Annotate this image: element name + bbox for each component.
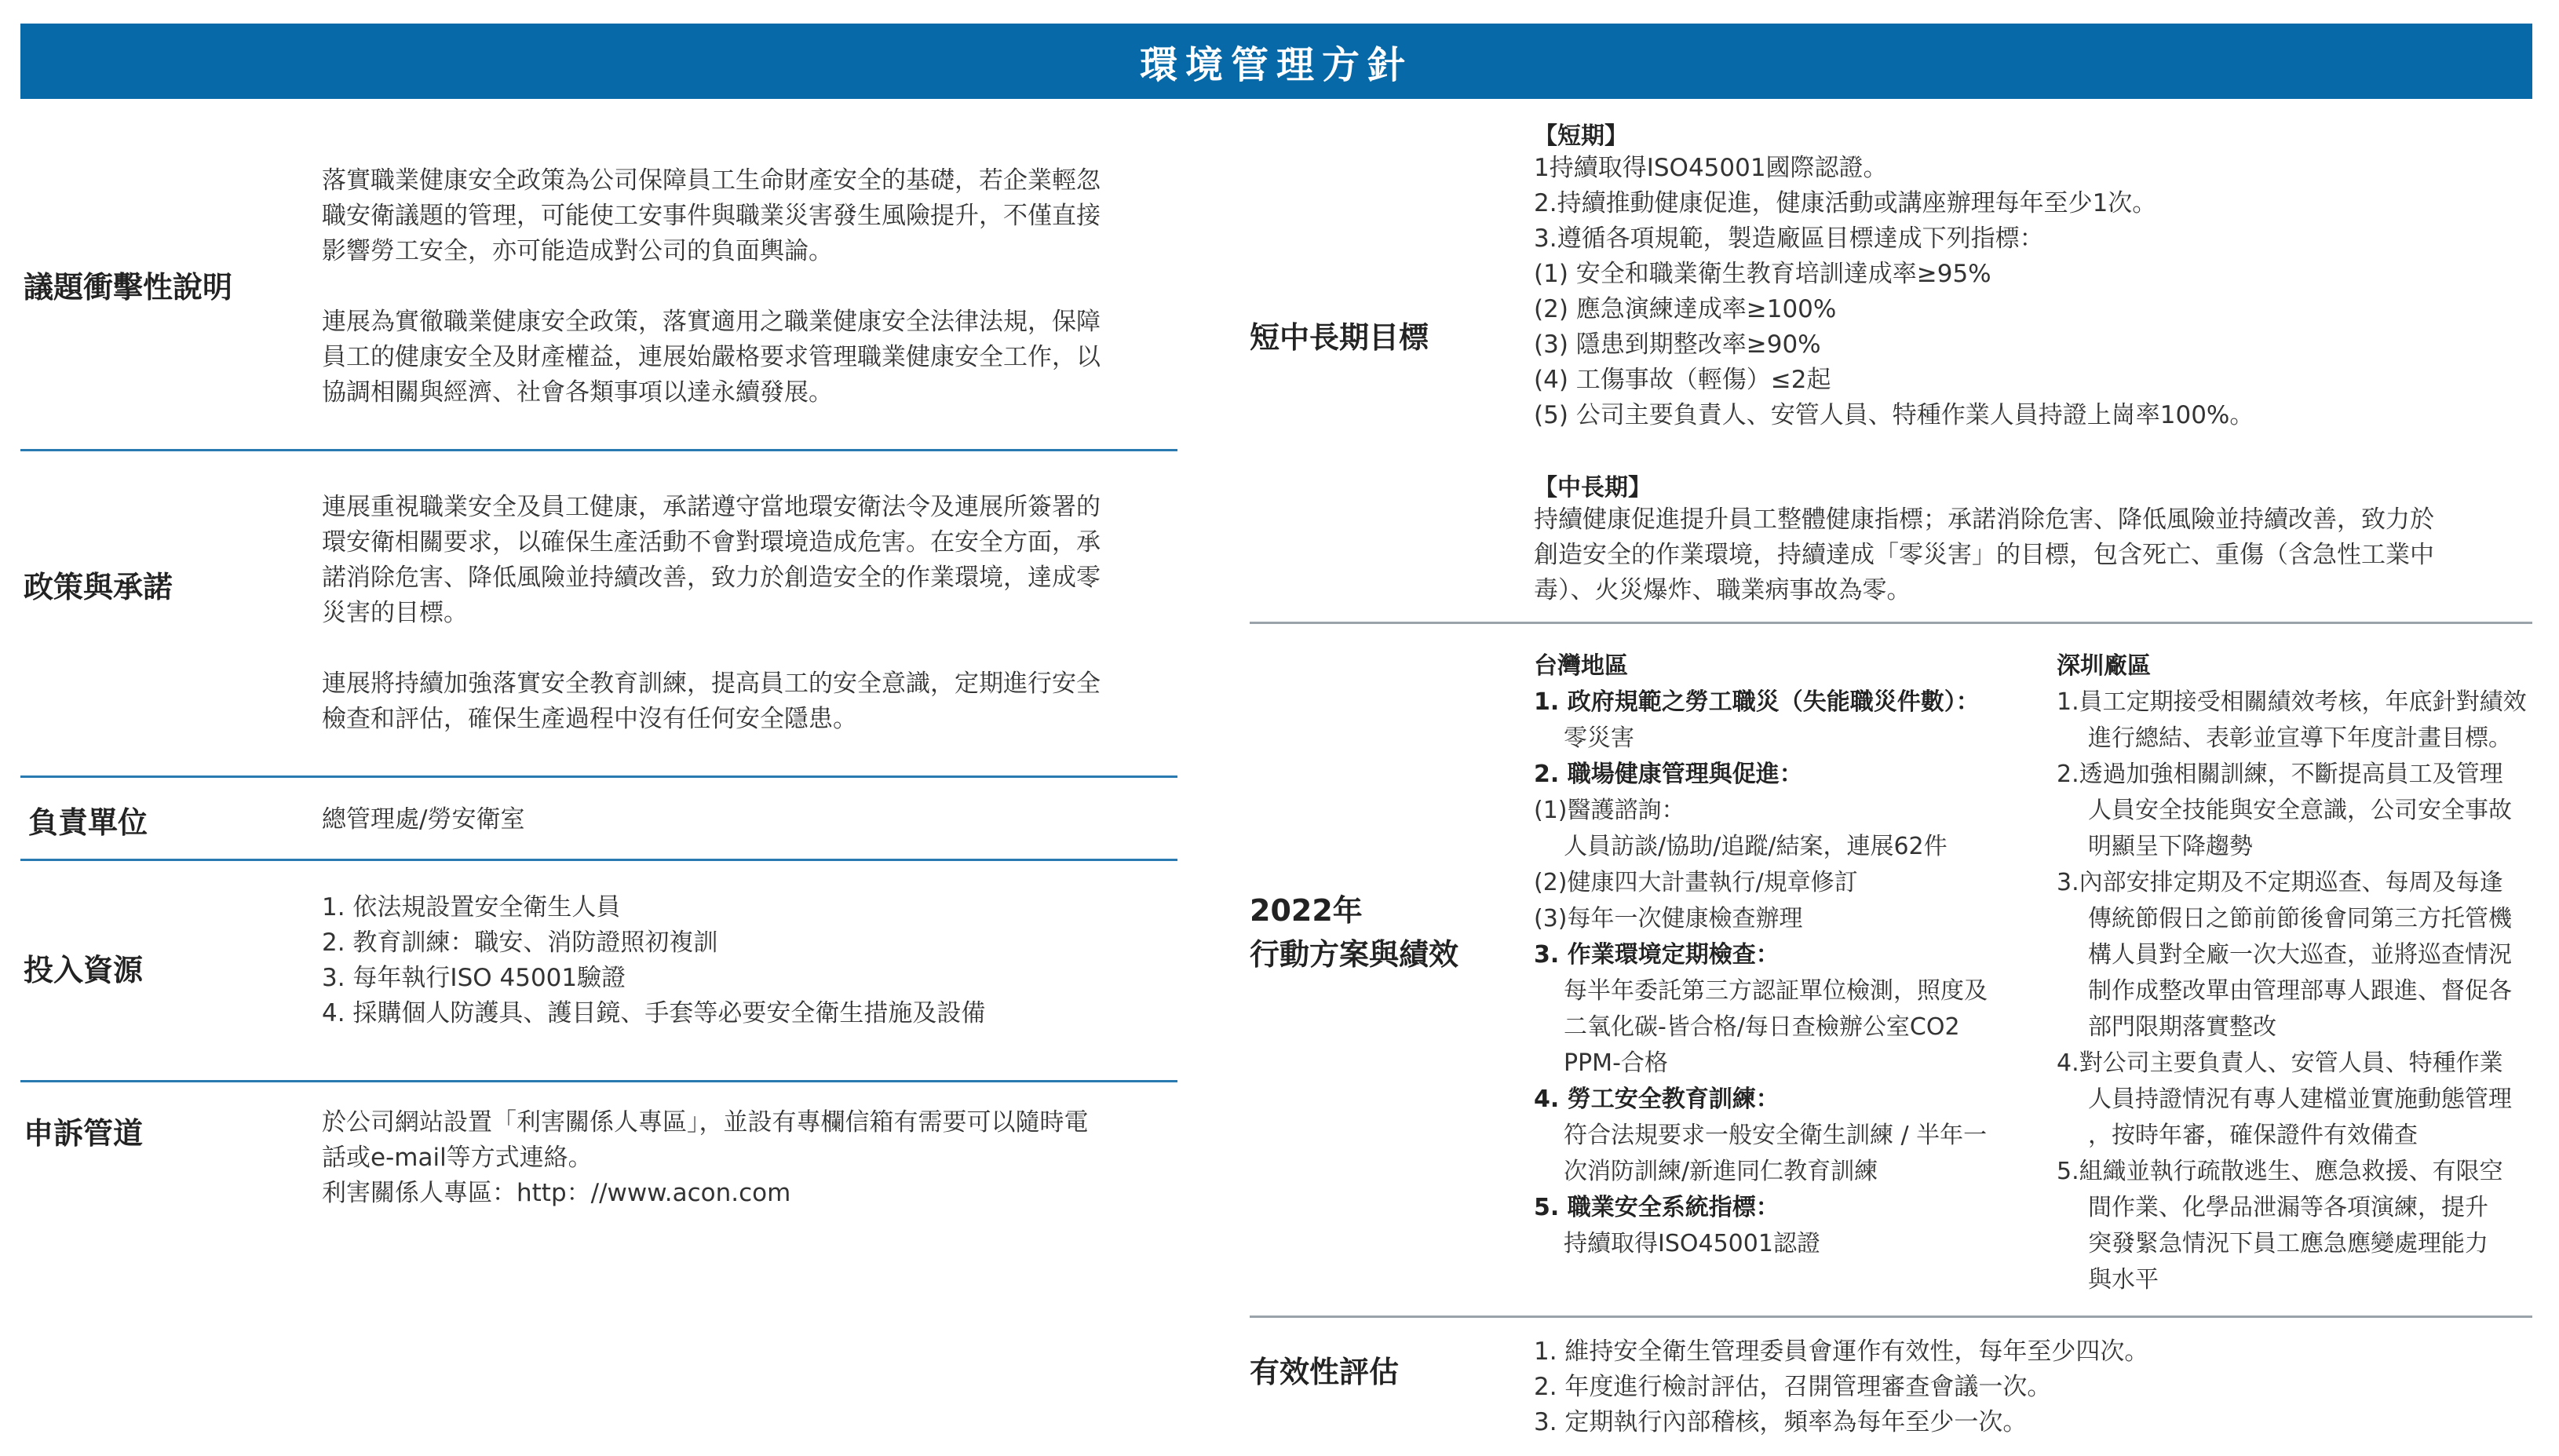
- taiwan-item-title: 4. 勞工安全教育訓練：: [1534, 1086, 1780, 1113]
- shenzhen-head: 深圳廠區: [2057, 652, 2151, 680]
- taiwan-item-title: 1. 政府規範之勞工職災（失能職災件數）：: [1534, 688, 1980, 716]
- taiwan-item-desc: 持續取得ISO45001認證: [1564, 1230, 1820, 1257]
- shenzhen-item: 4.對公司主要負責人、安管人員、特種作業 人員持證情況有專人建檔並實施動態管理 ，按時年審，確保證件有效備查: [2057, 1049, 2512, 1149]
- taiwan-item-title: 3. 作業環境定期檢查：: [1534, 941, 1780, 969]
- resources-text: 1. 依法規設置安全衛生人員 2. 教育訓練：職安、消防證照初複訓 3. 每年執行ISO 45001驗證 4. 採購個人防護具、護目鏡、手套等必要安全衛生措施及設備: [322, 893, 986, 1027]
- evaluation-label: 有效性評估: [1250, 1355, 1400, 1389]
- plan-label-line1: 2022年: [1250, 893, 1363, 928]
- taiwan-head: 台灣地區: [1534, 652, 1628, 680]
- impact-text: 落實職業健康安全政策為公司保障員工生命財產安全的基礎，若企業輕忽 職安衛議題的管理，可能使工安事件與職業災害發生風險提升，不僅直接 影響勞工安全，亦可能造成對公司的負面輿論。 連展為實徹職業健康安全政策，落實適用之職業健康安全法律法規，保障 員工的健康安全及財產權益，連展始嚴格要求管理職業健康安全工作，以 協調相關與經濟、社會各類事項以達永續發展。: [322, 166, 1101, 407]
- divider: [1250, 622, 2532, 624]
- divider: [20, 1080, 1177, 1082]
- plan-label-line2: 行動方案與績效: [1250, 937, 1459, 972]
- shenzhen-item: 5.組織並執行疏散逃生、應急救援、有限空 間作業、化學品泄漏等各項演練，提升 突發緊急情況下員工應急應變處理能力 與水平: [2057, 1158, 2503, 1294]
- divider: [20, 775, 1177, 778]
- taiwan-health-sublist: (1)醫護諮詢： 人員訪談/協助/追蹤/結案，連展62件 (2)健康四大計畫執行/規章修訂 (3)每年一次健康檢查辦理: [1534, 797, 1948, 932]
- taiwan-item-desc: 每半年委託第三方認証單位檢測，照度及 二氧化碳-皆合格/每日查檢辦公室CO2 PPM-合格: [1564, 977, 1988, 1077]
- taiwan-item-title: 5. 職業安全系統指標：: [1534, 1194, 1780, 1221]
- taiwan-item: [1534, 757, 2021, 793]
- evaluation-text: 1. 維持安全衛生管理委員會運作有效性，每年至少四次。 2. 年度進行檢討評估，召開管理審查會議一次。 3. 定期執行內部稽核，頻率為每年至少一次。: [1534, 1337, 2149, 1436]
- taiwan-item-desc: 符合法規要求一般安全衛生訓練 / 半年一 次消防訓練/新進同仁教育訓練: [1564, 1122, 1988, 1185]
- goals-short-text: 1持續取得ISO45001國際認證。 2.持續推動健康促進，健康活動或講座辦理每年至少1次。 3.遵循各項規範，製造廠區目標達成下列指標： (1) 安全和職業衛生教育培訓達成率≥95% (2) 應急演練達成率≥100% (3) 隱患到期整改率≥90% (4) 工傷事故（輕傷）≤2起 (5) 公司主要負責人、安管人員、特種作業人員持證上崗率100%。: [1534, 154, 2254, 429]
- taiwan-item-desc: 零災害: [1564, 724, 1634, 752]
- shenzhen-item: 2.透過加強相關訓練，不斷提高員工及管理 人員安全技能與安全意識，公司安全事故 明顯呈下降趨勢: [2057, 761, 2512, 860]
- unit-label: 負責單位: [28, 805, 148, 840]
- taiwan-item: [1534, 684, 2021, 757]
- divider: [20, 859, 1177, 861]
- goals-mid-block: [1534, 468, 2531, 608]
- taiwan-item: [1534, 1082, 2021, 1190]
- shenzhen-item: 1.員工定期接受相關績效考核，年底針對績效 進行總結、表彰並宣導下年度計畫目標。: [2057, 688, 2527, 752]
- goals-short-head: 【短期】: [1534, 122, 1628, 150]
- policy-text: 連展重視職業安全及員工健康，承諾遵守當地環安衛法令及連展所簽署的 環安衛相關要求，以確保生產活動不會對環境造成危害。在安全方面，承 諾消除危害、降低風險並持續改善，致力於創造安全的作業環境，達成零 災害的目標。 連展將持續加強落實安全教育訓練，提高員工的安全意識，定期進行安全 檢查和評估，確保生產過程中沒有任何安全隱患。: [322, 493, 1101, 733]
- plan-taiwan: [1534, 648, 2021, 1262]
- unit-text: 總管理處/勞安衛室: [322, 805, 525, 834]
- plan-shenzhen: [2057, 648, 2543, 1298]
- resources-label: 投入資源: [24, 953, 144, 987]
- divider: [1250, 1316, 2532, 1318]
- grievance-text: 於公司網站設置「利害關係人專區」，並設有專欄信箱有需要可以隨時電 話或e-mail等方式連絡。 利害關係人專區：http：//www.acon.com: [322, 1108, 1089, 1207]
- taiwan-item: [1534, 937, 2021, 1082]
- page-banner: [20, 24, 2532, 99]
- goals-label: 短中長期目標: [1250, 320, 1429, 355]
- impact-label: 議題衝擊性說明: [24, 270, 233, 305]
- policy-label: 政策與承諾: [24, 570, 173, 604]
- goals-short-block: [1534, 116, 2531, 433]
- taiwan-item-title: 2. 職場健康管理與促進：: [1534, 761, 1803, 788]
- taiwan-item: [1534, 1190, 2021, 1262]
- shenzhen-item: 3.內部安排定期及不定期巡查、每周及每逢 傳統節假日之節前節後會同第三方托管機 構人員對全廠一次大巡查，並將巡查情況 制作成整改單由管理部專人跟進、督促各 部門限期落實整改: [2057, 869, 2512, 1041]
- divider: [20, 449, 1177, 451]
- page-title: 環境管理方針: [1139, 42, 1413, 87]
- goals-mid-text: 持續健康促進提升員工整體健康指標；承諾消除危害、降低風險並持續改善，致力於 創造安全的作業環境，持續達成「零災害」的目標，包含死亡、重傷（含急性工業中 毒）、火災爆炸、職業病事故為零。: [1534, 505, 2434, 604]
- grievance-label: 申訴管道: [24, 1116, 144, 1151]
- goals-mid-head: 【中長期】: [1534, 474, 1652, 502]
